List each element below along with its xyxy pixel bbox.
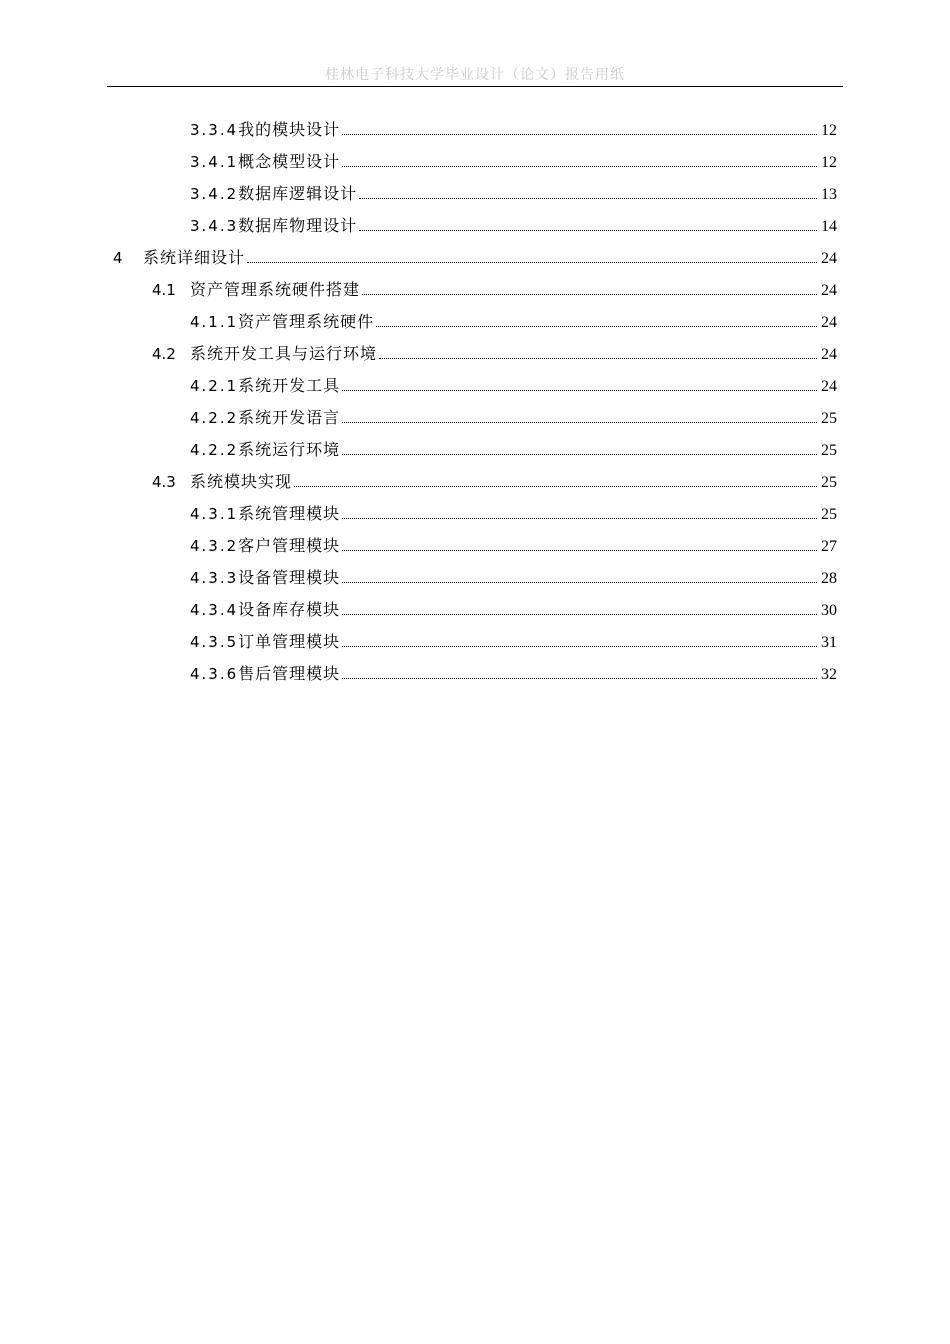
toc-entry-title: 系统开发语言: [238, 408, 341, 427]
toc-leader-dots: [342, 517, 817, 519]
toc-entry-title: 系统开发工具: [238, 376, 341, 395]
toc-entry-title: 概念模型设计: [238, 152, 341, 171]
toc-entry[interactable]: [152, 274, 837, 306]
page-header: [107, 64, 843, 87]
toc-entry-number: 4.3.2: [190, 537, 239, 555]
toc-entry-page: 24: [821, 378, 837, 395]
toc-entry[interactable]: [190, 370, 837, 402]
toc-entry-title: 系统模块实现: [190, 472, 293, 491]
toc-leader-dots: [342, 421, 817, 423]
toc-entry-title: 售后管理模块: [238, 664, 341, 683]
toc-leader-dots: [359, 197, 817, 199]
toc-entry[interactable]: [190, 498, 837, 530]
toc-entry-number: 4.3.6: [190, 665, 239, 683]
toc-entry[interactable]: [190, 178, 837, 210]
toc-entry-page: 14: [821, 218, 837, 235]
toc-entry-page: 32: [821, 666, 837, 683]
toc-leader-dots: [359, 229, 817, 231]
toc-entry-page: 31: [821, 634, 837, 651]
toc-entry-number: 4.1.1: [190, 313, 239, 331]
toc-leader-dots: [342, 581, 817, 583]
toc-leader-dots: [342, 645, 817, 647]
toc-entry-page: 25: [821, 506, 837, 523]
toc-entry-page: 25: [821, 410, 837, 427]
toc-entry-page: 25: [821, 442, 837, 459]
toc-entry-page: 27: [821, 538, 837, 555]
toc-leader-dots: [294, 485, 817, 487]
toc-leader-dots: [342, 133, 817, 135]
toc-entry-page: 24: [821, 346, 837, 363]
toc-entry-title: 系统运行环境: [238, 440, 341, 459]
toc-leader-dots: [362, 293, 817, 295]
toc-entry-page: 12: [821, 154, 837, 171]
toc-entry-number: 3.4.3: [190, 217, 239, 235]
toc-leader-dots: [342, 549, 817, 551]
toc-entry-page: 24: [821, 282, 837, 299]
toc-entry-number: 4.2: [152, 345, 176, 363]
toc-entry[interactable]: [113, 242, 837, 274]
toc-entry[interactable]: [190, 114, 837, 146]
toc-entry-number: 3.4.2: [190, 185, 239, 203]
toc-leader-dots: [379, 357, 817, 359]
toc-entry[interactable]: [152, 466, 837, 498]
toc-entry-number: 4.2.2: [190, 441, 239, 459]
toc-entry[interactable]: [190, 434, 837, 466]
toc-entry-title: 资产管理系统硬件: [238, 312, 375, 331]
toc-entry[interactable]: [190, 146, 837, 178]
toc-entry-title: 数据库物理设计: [238, 216, 358, 235]
toc-leader-dots: [376, 325, 817, 327]
toc-entry[interactable]: [190, 658, 837, 690]
toc-entry-title: 订单管理模块: [238, 632, 341, 651]
toc-entry-page: 24: [821, 314, 837, 331]
toc-entry-title: 设备管理模块: [238, 568, 341, 587]
toc-entry[interactable]: [190, 210, 837, 242]
toc-leader-dots: [342, 613, 817, 615]
toc-entry[interactable]: [190, 402, 837, 434]
toc-entry-title: 系统开发工具与运行环境: [190, 344, 378, 363]
toc-entry-page: 12: [821, 122, 837, 139]
toc-entry-number: 4.3.3: [190, 569, 239, 587]
toc-entry-page: 30: [821, 602, 837, 619]
toc-entry-page: 24: [821, 250, 837, 267]
toc-leader-dots: [342, 389, 817, 391]
toc-entry-number: 4: [113, 249, 123, 267]
toc-entry[interactable]: [190, 306, 837, 338]
toc-entry-number: 3.4.1: [190, 153, 239, 171]
toc-entry-number: 4.3: [152, 473, 176, 491]
toc-entry-number: 4.2.2: [190, 409, 239, 427]
toc-entry-number: 4.3.5: [190, 633, 239, 651]
toc-entry-title: 客户管理模块: [238, 536, 341, 555]
toc-entry[interactable]: [190, 562, 837, 594]
toc-entry-title: 我的模块设计: [238, 120, 341, 139]
toc-leader-dots: [342, 453, 817, 455]
toc-entry-number: 4.3.1: [190, 505, 239, 523]
toc-entry-number: 4.2.1: [190, 377, 239, 395]
toc-entry-title: 系统详细设计: [143, 248, 246, 267]
toc-entry[interactable]: [190, 626, 837, 658]
toc-entry-number: 4.1: [152, 281, 176, 299]
toc-entry[interactable]: [152, 338, 837, 370]
toc-entry[interactable]: [190, 530, 837, 562]
toc-leader-dots: [247, 261, 817, 263]
toc-entry-page: 13: [821, 186, 837, 203]
toc-entry-number: 4.3.4: [190, 601, 239, 619]
toc-entry-title: 系统管理模块: [238, 504, 341, 523]
toc-entry-title: 资产管理系统硬件搭建: [190, 280, 361, 299]
toc-entry[interactable]: [190, 594, 837, 626]
toc-leader-dots: [342, 677, 817, 679]
page-header-text: 桂林电子科技大学毕业设计（论文）报告用纸: [325, 67, 625, 83]
toc-leader-dots: [342, 165, 817, 167]
toc-entry-number: 3.3.4: [190, 121, 239, 139]
toc-entry-page: 25: [821, 474, 837, 491]
toc-entry-title: 数据库逻辑设计: [238, 184, 358, 203]
toc-entry-title: 设备库存模块: [238, 600, 341, 619]
toc-entry-page: 28: [821, 570, 837, 587]
